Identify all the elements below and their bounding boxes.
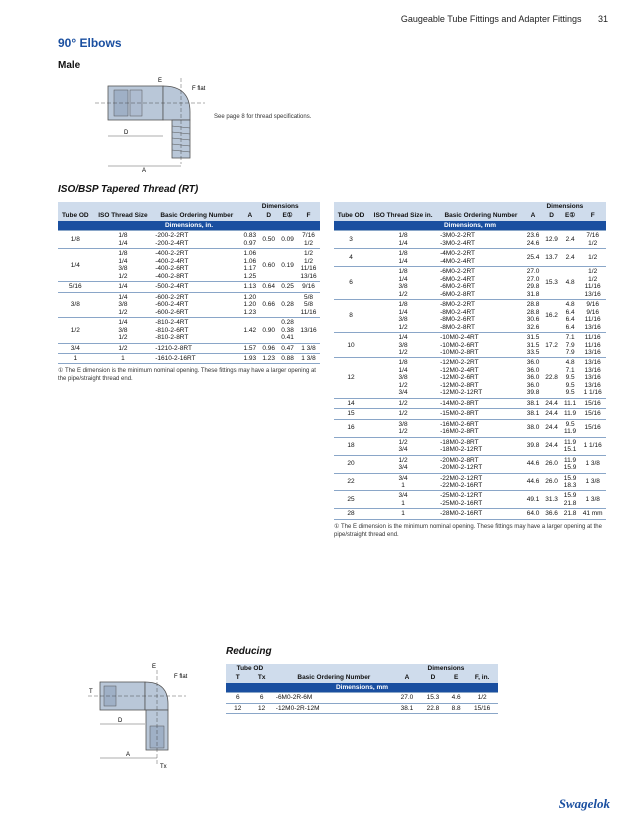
table-cell: 1 3/8 [579, 473, 606, 491]
col-t: T [226, 673, 250, 682]
table-cell: 1 3/8 [297, 353, 320, 363]
col-dimensions: Dimensions [240, 202, 320, 211]
table-cell: 0.28 0.38 0.41 [278, 318, 297, 343]
table-cell: 1 [58, 353, 93, 363]
table-cell: 5/8 5/8 11/16 [297, 292, 320, 317]
table-cell: 28.8 28.8 30.6 32.6 [524, 300, 543, 333]
table-cell: 38.1 [394, 703, 420, 713]
label-t: T [89, 689, 93, 695]
left-footnote: ① The E dimension is the minimum nominal opening. These fittings may have a larger opening at the pipe/straight thread end. [58, 368, 316, 383]
col-e: E [446, 673, 466, 682]
table-row [334, 249, 606, 267]
table-cell: 3/4 1 [368, 473, 438, 491]
table-cell: 1/8 1/4 3/8 1/2 3/4 [368, 358, 438, 398]
col-iso-thread: ISO Thread Size in. [368, 202, 438, 221]
label-f-flat: F flat [192, 86, 206, 92]
table-cell: 1/2 [58, 318, 93, 343]
table-cell: -28M0-2-16RT [438, 509, 524, 519]
table-row [334, 419, 606, 437]
table-cell: 7.1 7.9 7.9 [561, 333, 580, 358]
col-tube-od: Tube OD [334, 202, 368, 221]
table-row [58, 249, 320, 282]
table-cell: 27.0 27.0 29.8 31.8 [524, 267, 543, 300]
table-cell: 11.9 [561, 409, 580, 419]
table-cell: 31.3 [542, 491, 561, 509]
page-number: 31 [597, 14, 608, 24]
col-d: D [542, 211, 561, 220]
table-row [58, 282, 320, 292]
table-cell: 1 3/8 [579, 455, 606, 473]
table-cell: 27.0 [394, 693, 420, 703]
table-cell: 4 [334, 249, 368, 267]
table-cell: 24.4 [542, 409, 561, 419]
table-row [58, 292, 320, 317]
table-cell: 1/8 1/4 3/8 1/2 [368, 267, 438, 300]
table-cell: 0.83 0.97 [240, 231, 259, 249]
table-cell: -12M0-2R-12M [274, 703, 394, 713]
table-cell: 0.28 [278, 292, 297, 317]
label-d: D [124, 130, 129, 136]
table-cell: 22 [334, 473, 368, 491]
table-cell: 15.9 18.3 [561, 473, 580, 491]
table-cell: 1 [93, 353, 154, 363]
table-cell: 22.8 [542, 358, 561, 398]
table-cell: -8M0-2-2RT -8M0-2-4RT -8M0-2-6RT -8M0-2-8RT [438, 300, 524, 333]
table-cell: 12 [250, 703, 274, 713]
col-d: D [259, 211, 278, 220]
table-cell: -14M0-2-8RT [438, 398, 524, 408]
table-cell: 17.2 [542, 333, 561, 358]
table-cell: 15/16 [579, 419, 606, 437]
table-cell: 2.4 [561, 231, 580, 249]
table-cell: 9/16 [297, 282, 320, 292]
table-cell: 8 [334, 300, 368, 333]
table-row [334, 358, 606, 398]
thread-spec-note: See page 8 for thread specifications. [214, 114, 312, 120]
left-dimension-table [58, 202, 320, 384]
table-cell: 1/8 [58, 231, 93, 249]
table-cell: -4M0-2-2RT -4M0-2-4RT [438, 249, 524, 267]
table-cell: 1/4 [93, 282, 154, 292]
table-cell: 38.0 [524, 419, 543, 437]
table-cell: 0.90 [259, 318, 278, 343]
table-row [334, 231, 606, 249]
header-title: Gaugeable Tube Fittings and Adapter Fittings [400, 14, 582, 24]
table-cell: 1/8 1/4 3/8 1/2 [93, 249, 154, 282]
table-cell: -810-2-4RT -810-2-6RT -810-2-8RT [153, 318, 240, 343]
table-cell: 0.25 [278, 282, 297, 292]
table-cell: 3/4 [58, 343, 93, 353]
table-cell: 13/16 [297, 318, 320, 343]
table-row [334, 333, 606, 358]
right-dimension-table [334, 202, 606, 539]
table-cell: 3/4 1 [368, 491, 438, 509]
table-cell: 41 mm [579, 509, 606, 519]
table-cell: -6M0-2-2RT -6M0-2-4RT -6M0-2-6RT -6M0-2-8RT [438, 267, 524, 300]
col-f: F [579, 211, 606, 220]
table-cell: -500-2-4RT [153, 282, 240, 292]
table-cell: 7/16 1/2 [579, 231, 606, 249]
table-cell: 36.0 36.0 36.0 36.0 39.8 [524, 358, 543, 398]
table-cell: 10 [334, 333, 368, 358]
table-cell: 11.1 [561, 398, 580, 408]
reducing-elbow-diagram [86, 660, 196, 770]
table-cell: 11.9 15.9 [561, 455, 580, 473]
col-ordering: Basic Ordering Number [438, 202, 524, 221]
table-cell: -18M0-2-8RT -18M0-2-12RT [438, 437, 524, 455]
table-cell: -12M0-2-2RT -12M0-2-4RT -12M0-2-6RT -12M0-2-8RT -12M0-2-12RT [438, 358, 524, 398]
table-cell: 15/16 [579, 398, 606, 408]
table-row [58, 343, 320, 353]
table-cell: 6 [226, 693, 250, 703]
table-cell: 1/4 [58, 249, 93, 282]
table-cell: 12 [334, 358, 368, 398]
table-cell: 18 [334, 437, 368, 455]
table-cell: 3/8 [58, 292, 93, 317]
table-cell: 0.19 [278, 249, 297, 282]
units-band: Dimensions, mm [334, 221, 606, 231]
table-cell: 64.0 [524, 509, 543, 519]
table-cell: 1/8 1/4 [368, 249, 438, 267]
table-cell: 1/4 3/8 1/2 [93, 318, 154, 343]
table-cell: -20M0-2-8RT -20M0-2-12RT [438, 455, 524, 473]
table-cell: 1/8 1/4 [368, 231, 438, 249]
iso-thread-title: ISO/BSP Tapered Thread (RT) [58, 184, 199, 195]
table-cell: 1/2 [368, 398, 438, 408]
label-f-flat: F flat [174, 674, 188, 680]
table-row [334, 437, 606, 455]
reducing-title: Reducing [226, 646, 272, 657]
table-cell: 1.13 [240, 282, 259, 292]
table-cell: 9/16 9/16 11/16 13/16 [579, 300, 606, 333]
table-cell: 11.9 15.1 [561, 437, 580, 455]
table-cell: 14 [334, 398, 368, 408]
table-row [334, 267, 606, 300]
table-cell: 1/2 3/4 [368, 437, 438, 455]
table-cell: -10M0-2-4RT -10M0-2-6RT -10M0-2-8RT [438, 333, 524, 358]
table-cell: 23.6 24.6 [524, 231, 543, 249]
table-cell: 0.47 [278, 343, 297, 353]
table-cell: 31.5 31.5 33.5 [524, 333, 543, 358]
table-cell: 36.6 [542, 509, 561, 519]
table-cell: 1 [368, 509, 438, 519]
units-band: Dimensions, in. [58, 221, 320, 231]
table-cell: 44.6 [524, 455, 543, 473]
table-cell: 15.3 [420, 693, 446, 703]
table-cell: 6 [250, 693, 274, 703]
col-f: F, in. [466, 673, 498, 682]
table-cell: 1/2 [93, 343, 154, 353]
table-cell: 0.64 [259, 282, 278, 292]
table-cell: 0.60 [259, 249, 278, 282]
table-cell: -22M0-2-12RT -22M0-2-16RT [438, 473, 524, 491]
table-cell: 5/16 [58, 282, 93, 292]
table-cell: 25.4 [524, 249, 543, 267]
col-a: A [240, 211, 259, 220]
col-tx: Tx [250, 673, 274, 682]
units-band: Dimensions, mm [226, 683, 498, 693]
label-a: A [126, 752, 131, 758]
table-row [226, 693, 498, 703]
table-cell: 1/2 [466, 693, 498, 703]
table-cell: 24.4 [542, 419, 561, 437]
table-cell: -6M0-2R-6M [274, 693, 394, 703]
table-cell: 49.1 [524, 491, 543, 509]
col-e: E① [278, 211, 297, 220]
table-cell: 15.3 [542, 267, 561, 300]
table-row [226, 703, 498, 713]
table-cell: -1610-2-16RT [153, 353, 240, 363]
table-cell: -200-2-2RT -200-2-4RT [153, 231, 240, 249]
table-cell: 38.1 [524, 409, 543, 419]
table-cell: 13/16 13/16 13/16 13/16 1 1/16 [579, 358, 606, 398]
col-iso-thread: ISO Thread Size [93, 202, 154, 221]
table-cell: 6 [334, 267, 368, 300]
table-cell: -15M0-2-8RT [438, 409, 524, 419]
table-cell: 1.06 1.06 1.17 1.25 [240, 249, 259, 282]
table-cell: 4.8 7.1 9.5 9.5 9.5 [561, 358, 580, 398]
col-d: D [420, 673, 446, 682]
table-cell: 44.6 [524, 473, 543, 491]
table-row [334, 509, 606, 519]
page-header [401, 14, 608, 24]
table-cell: 15/16 [579, 409, 606, 419]
table-cell: 1/4 3/8 1/2 [93, 292, 154, 317]
table-cell: 1 3/8 [297, 343, 320, 353]
table-cell: -600-2-2RT -600-2-4RT -600-2-6RT [153, 292, 240, 317]
table-cell: 0.88 [278, 353, 297, 363]
table-cell: 1.93 [240, 353, 259, 363]
label-d: D [118, 718, 123, 724]
table-row [334, 491, 606, 509]
table-cell: 1/2 1/2 11/16 13/16 [297, 249, 320, 282]
table-cell: 26.0 [542, 473, 561, 491]
table-cell: 15 [334, 409, 368, 419]
table-cell: 22.8 [420, 703, 446, 713]
table-cell: 2.4 [561, 249, 580, 267]
table-cell: 7/16 1/2 [297, 231, 320, 249]
table-cell: -16M0-2-6RT -16M0-2-8RT [438, 419, 524, 437]
section-title: 90° Elbows [58, 36, 122, 50]
table-cell: 11/16 11/16 13/16 [579, 333, 606, 358]
table-cell: 3/8 1/2 [368, 419, 438, 437]
label-e: E [158, 78, 163, 84]
table-cell: 12 [226, 703, 250, 713]
table-row [334, 473, 606, 491]
table-cell: 12.9 [542, 231, 561, 249]
col-ordering: Basic Ordering Number [153, 202, 240, 221]
swagelok-logo: Swagelok [558, 796, 610, 811]
table-cell: -1210-2-8RT [153, 343, 240, 353]
table-cell: 1/2 3/4 [368, 455, 438, 473]
table-row [334, 455, 606, 473]
label-tx: Tx [160, 764, 167, 770]
table-row [334, 300, 606, 333]
table-cell: 0.50 [259, 231, 278, 249]
table-cell: -3M0-2-2RT -3M0-2-4RT [438, 231, 524, 249]
col-dimensions: Dimensions [524, 202, 606, 211]
col-tube-od: Tube OD [226, 664, 274, 673]
table-cell: 16 [334, 419, 368, 437]
table-cell: 1/2 [579, 249, 606, 267]
table-cell: 0.09 [278, 231, 297, 249]
table-cell: 1.23 [259, 353, 278, 363]
col-dimensions: Dimensions [394, 664, 498, 673]
col-e: E① [561, 211, 580, 220]
table-row [334, 398, 606, 408]
table-cell: 4.6 [446, 693, 466, 703]
table-cell: 1 1/16 [579, 437, 606, 455]
table-cell: 0.66 [259, 292, 278, 317]
male-elbow-diagram [90, 72, 220, 172]
table-cell: 25 [334, 491, 368, 509]
table-cell: 4.8 6.4 6.4 6.4 [561, 300, 580, 333]
label-e: E [152, 664, 157, 670]
right-footnote: ① The E dimension is the minimum nominal opening. These fittings may have a larger opening at the pipe/straight thread end. [334, 523, 602, 538]
table-row [58, 318, 320, 343]
table-row [58, 231, 320, 249]
table-row [334, 409, 606, 419]
table-cell: 1/2 [368, 409, 438, 419]
table-cell: 24.4 [542, 437, 561, 455]
table-cell: 38.1 [524, 398, 543, 408]
table-cell: 39.8 [524, 437, 543, 455]
col-a: A [524, 211, 543, 220]
table-cell: 26.0 [542, 455, 561, 473]
table-cell: 3 [334, 231, 368, 249]
table-cell: 15/16 [466, 703, 498, 713]
table-cell: 1/2 1/2 11/16 13/16 [579, 267, 606, 300]
label-a: A [142, 168, 147, 172]
table-cell: 1/4 3/8 1/2 [368, 333, 438, 358]
table-cell: 16.2 [542, 300, 561, 333]
table-cell: 13.7 [542, 249, 561, 267]
table-cell: 1.42 [240, 318, 259, 343]
table-cell: 1/8 1/4 [93, 231, 154, 249]
table-cell: -25M0-2-12RT -25M0-2-16RT [438, 491, 524, 509]
col-f: F [297, 211, 320, 220]
table-row [58, 353, 320, 363]
table-cell: 1.20 1.20 1.23 [240, 292, 259, 317]
table-cell: 15.9 21.8 [561, 491, 580, 509]
table-cell: 28 [334, 509, 368, 519]
table-cell: 20 [334, 455, 368, 473]
table-cell: 4.8 [561, 267, 580, 300]
col-tube-od: Tube OD [58, 202, 93, 221]
table-cell: 9.5 11.9 [561, 419, 580, 437]
table-cell: 0.96 [259, 343, 278, 353]
table-cell: 1 3/8 [579, 491, 606, 509]
table-cell: 8.8 [446, 703, 466, 713]
table-cell: 24.4 [542, 398, 561, 408]
table-cell: 21.8 [561, 509, 580, 519]
table-cell: -400-2-2RT -400-2-4RT -400-2-6RT -400-2-8RT [153, 249, 240, 282]
col-ordering: Basic Ordering Number [274, 664, 394, 683]
reducing-dimension-table [226, 664, 498, 714]
table-cell: 1/8 1/4 3/8 1/2 [368, 300, 438, 333]
col-a: A [394, 673, 420, 682]
table-cell: 1.57 [240, 343, 259, 353]
male-title: Male [58, 60, 81, 71]
